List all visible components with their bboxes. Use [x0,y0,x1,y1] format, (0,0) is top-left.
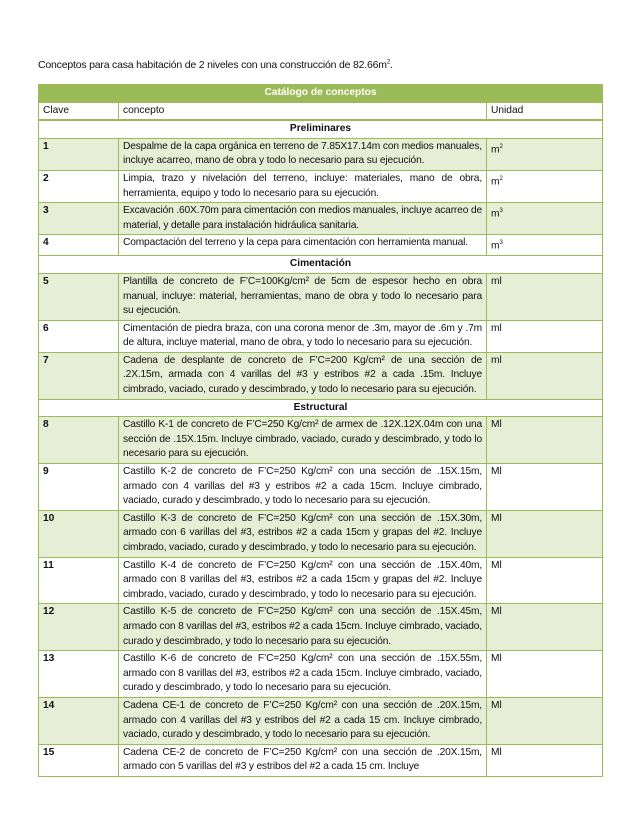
unidad-cell [487,651,603,698]
unidad-value: Ml [491,746,502,758]
concepto-cell: Cadena de desplante de concreto de F’C=200 Kg/cm² de una sección de .2X.15m, armada con 4 varillas del #3 y estribos #2 a cada .15m. Incluye cimbrado, vaciado, curado y descimbrado, y todo lo necesario para su ejecución. [119,352,487,399]
unidad-value: m [491,240,500,252]
table-row [39,510,603,557]
catalog-table-body [39,85,603,777]
clave-cell: 6 [39,320,119,352]
clave-cell: 7 [39,352,119,399]
unidad-cell [487,417,603,464]
unidad-cell [487,604,603,651]
intro-superscript: 2 [386,59,390,66]
unidad-value: ml [491,275,502,287]
table-row [39,557,603,604]
unidad-cell [487,510,603,557]
unidad-cell [487,170,603,202]
section-row [39,399,603,417]
unidad-value: m [491,208,500,220]
unidad-cell [487,235,603,256]
section-title: Estructural [39,399,603,417]
concepto-cell: Cadena CE-1 de concreto de F’C=250 Kg/cm² con una sección de .20X.15m, armado con 4 varillas del #3 y estribos del #2 a cada 15 cm. Incluye cimbrado, vaciado, curado y descimbrado, y todo lo necesario para su ejecución. [119,697,487,744]
header-clave: Clave [39,102,119,120]
concepto-cell: Excavación .60X.70m para cimentación con medios manuales, incluye acarreo de material, y detalle para instalación hidráulica sanitaria. [119,203,487,235]
table-row [39,320,603,352]
concepto-cell: Castillo K-2 de concreto de F’C=250 Kg/cm² con una sección de .15X.15m, armado con 4 varillas del #3 y estribos #2 a cada 15cm. Incluye cimbrado, vaciado, curado y descimbrado, y todo lo necesario para su ejecución. [119,464,487,511]
table-row [39,352,603,399]
unidad-value: Ml [491,466,502,478]
clave-cell: 1 [39,138,119,170]
unidad-cell [487,273,603,320]
concepto-cell: Castillo K-1 de concreto de F’C=250 Kg/cm² de armex de .12X.12X.04m con una sección de .15X.15m. Incluye cimbrado, vaciado, curado y descimbrado, y todo lo necesario para su ejecución. [119,417,487,464]
clave-cell: 3 [39,203,119,235]
clave-cell: 14 [39,697,119,744]
unidad-cell [487,203,603,235]
section-row [39,256,603,274]
concepto-cell: Limpia, trazo y nivelación del terreno, incluye: materiales, mano de obra, herramienta, equipo y todo lo necesario para su ejecución. [119,170,487,202]
concepto-cell: Castillo K-4 de concreto de F’C=250 Kg/cm² con una sección de .15X.40m, armado con 8 varillas del #3, estribos #2 a cada 15cm y grapas del #2. Incluye cimbrado, vaciado, curado y descimbrado, y todo lo necesario para su ejecución. [119,557,487,604]
intro-period: . [390,59,393,71]
catalog-title-row [39,85,603,103]
unidad-value: m [491,144,500,156]
table-row [39,235,603,256]
concepto-cell: Castillo K-6 de concreto de F’C=250 Kg/cm² con una sección de .15X.55m, armado con 8 varillas del #3, estribos #2 a cada 15cm. Incluye cimbrado, vaciado, curado y descimbrado, y todo lo necesario para su ejecución. [119,651,487,698]
document-intro [38,59,393,71]
section-row [39,120,603,138]
table-row [39,273,603,320]
concepto-cell: Cimentación de piedra braza, con una corona menor de .3m, mayor de .6m y .7m de altura, incluye material, mano de obra, y todo lo necesario para su ejecución. [119,320,487,352]
unidad-value: Ml [491,606,502,618]
concepto-cell: Plantilla de concreto de F’C=100Kg/cm² de 5cm de espesor hecho en obra manual, incluye: material, herramientas, mano de obra y todo lo necesario para su ejecución. [119,273,487,320]
unidad-superscript: 3 [499,208,503,215]
clave-cell: 5 [39,273,119,320]
unidad-superscript: 2 [499,175,503,182]
clave-cell: 11 [39,557,119,604]
unidad-cell [487,697,603,744]
unidad-cell [487,744,603,776]
unidad-value: Ml [491,512,502,524]
unidad-value: Ml [491,653,502,665]
unidad-superscript: 2 [499,143,503,150]
table-row [39,138,603,170]
section-title: Preliminares [39,120,603,138]
unidad-cell [487,557,603,604]
unidad-cell [487,464,603,511]
clave-cell: 4 [39,235,119,256]
unidad-value: m [491,176,500,188]
unidad-value: ml [491,322,502,334]
header-unidad: Unidad [487,102,603,120]
unidad-value: Ml [491,699,502,711]
concepto-cell: Castillo K-5 de concreto de F’C=250 Kg/cm² con una sección de .15X.45m, armado con 8 varillas del #3, estribos #2 a cada 15cm. Incluye cimbrado, vaciado, curado y descimbrado, y todo lo necesario para su ejecución. [119,604,487,651]
clave-cell: 9 [39,464,119,511]
section-title: Cimentación [39,256,603,274]
header-concepto: concepto [119,102,487,120]
concepto-cell: Cadena CE-2 de concreto de F’C=250 Kg/cm² con una sección de .20X.15m, armado con 5 varillas del #3 y estribos del #2 a cada 15 cm. Incluye [119,744,487,776]
table-row [39,417,603,464]
unidad-cell [487,320,603,352]
table-row [39,744,603,776]
unidad-cell [487,138,603,170]
table-row [39,203,603,235]
catalog-title: Catálogo de conceptos [39,85,603,103]
clave-cell: 12 [39,604,119,651]
unidad-value: Ml [491,419,502,431]
table-row [39,464,603,511]
concepto-cell: Castillo K-3 de concreto de F’C=250 Kg/cm² con una sección de .15X.30m, armado con 6 varillas del #3, estribos #2 a cada 15cm y grapas del #2. Incluye cimbrado, vaciado, curado y descimbrado, y todo lo necesario para su ejecución. [119,510,487,557]
unidad-value: ml [491,354,502,366]
unidad-value: Ml [491,559,502,571]
unidad-cell [487,352,603,399]
table-row [39,651,603,698]
clave-cell: 2 [39,170,119,202]
catalog-table [38,84,603,777]
clave-cell: 15 [39,744,119,776]
table-row [39,170,603,202]
concepto-cell: Compactación del terreno y la cepa para cimentación con herramienta manual. [119,235,487,256]
table-row [39,604,603,651]
concepto-cell: Despalme de la capa orgánica en terreno de 7.85X17.14m con medios manuales, incluye acarreo, mano de obra y todo lo necesario para su ejecución. [119,138,487,170]
header-row [39,102,603,120]
clave-cell: 8 [39,417,119,464]
clave-cell: 10 [39,510,119,557]
unidad-superscript: 3 [499,240,503,247]
intro-text: Conceptos para casa habitación de 2 niveles con una construcción de 82.66m [38,59,387,71]
clave-cell: 13 [39,651,119,698]
table-row [39,697,603,744]
